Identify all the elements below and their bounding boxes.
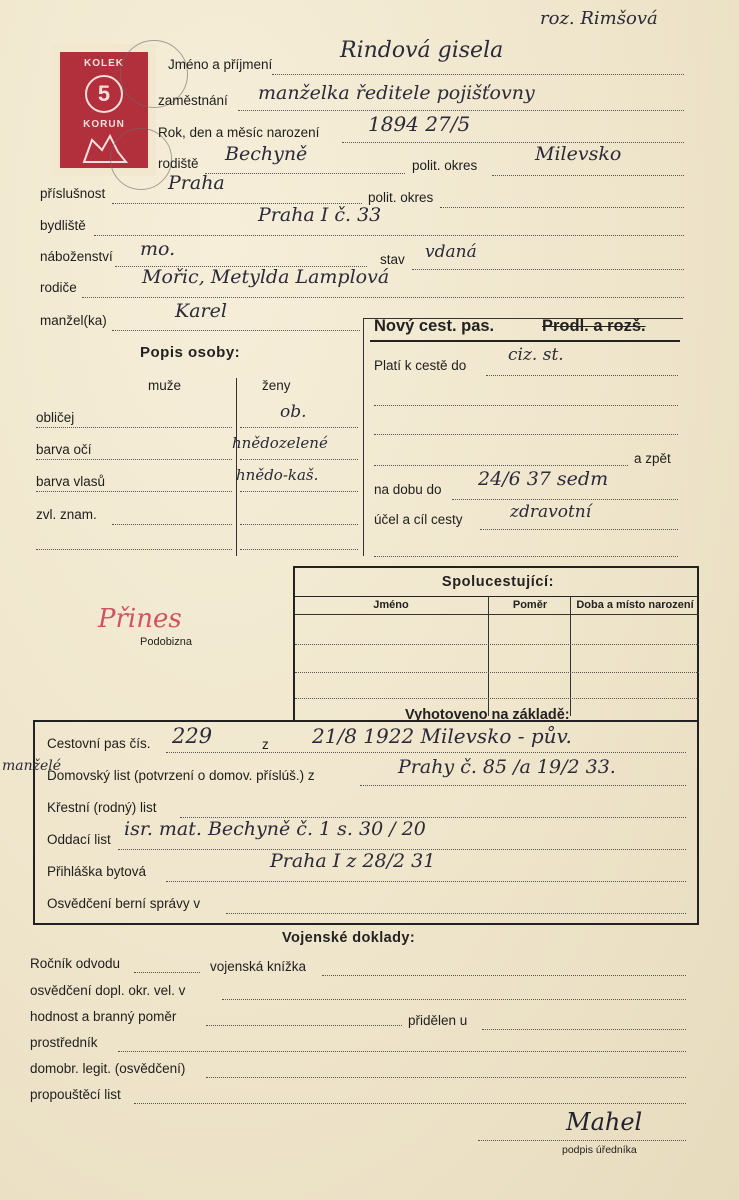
face-female-line <box>240 427 358 428</box>
status-line <box>412 269 684 270</box>
stamp-value: 5 <box>85 75 123 113</box>
marks-female-line <box>240 524 358 525</box>
birth-label: Rok, den a měsíc narození <box>158 125 320 140</box>
book-label: vojenská knížka <box>210 959 307 974</box>
marriage-label: Oddací list <box>47 832 111 847</box>
belonging-value: Praha <box>168 172 225 194</box>
eyes-label: barva očí <box>36 442 92 457</box>
assigned-line <box>482 1029 686 1030</box>
rank-label: hodnost a branný poměr <box>30 1009 177 1024</box>
top-handwritten-note: roz. Rimšová <box>540 8 658 29</box>
district2-line <box>440 207 684 208</box>
hair-male-line <box>36 491 232 492</box>
district1-value: Milevsko <box>535 143 622 165</box>
companions-header-rule <box>295 614 699 615</box>
signature-line <box>478 1140 686 1141</box>
housing-label: Přihláška bytová <box>47 864 147 879</box>
marks-extra-line-2 <box>240 549 358 550</box>
marriage-value: isr. mat. Bechyně č. 1 s. 30 / 20 <box>124 818 426 840</box>
tax-line <box>226 913 686 914</box>
companions-rule <box>295 596 699 597</box>
religion-value: mo. <box>140 238 176 260</box>
discharge-line <box>134 1103 686 1104</box>
residence-label: bydliště <box>40 218 86 233</box>
passport-date-value: 21/8 1922 Milevsko - pův. <box>312 724 572 748</box>
signature-label: podpis úředníka <box>562 1144 637 1156</box>
birthplace-line <box>205 173 405 174</box>
period-label: na dobu do <box>374 482 442 497</box>
purpose-line-2 <box>374 556 678 557</box>
assigned-label: přidělen u <box>408 1013 468 1028</box>
col-relation: Poměr <box>512 599 548 611</box>
new-passport-title: Nový cest. pas. <box>374 317 495 335</box>
job-line <box>238 110 684 111</box>
description-title: Popis osoby: <box>140 344 241 361</box>
status-value: vdaná <box>425 242 477 262</box>
domicile-line <box>360 785 686 786</box>
return-label: a zpět <box>634 451 671 466</box>
birthplace-value: Bechyně <box>225 143 308 165</box>
housing-value: Praha I z 28/2 31 <box>270 850 436 872</box>
hair-label: barva vlasů <box>36 474 106 489</box>
section-divider <box>363 318 364 556</box>
companions-row-2 <box>295 672 699 673</box>
basis-box-notch <box>33 720 295 722</box>
legion-line <box>206 1077 686 1078</box>
purpose-value: zdravotní <box>510 502 592 522</box>
religion-label: náboženství <box>40 249 113 264</box>
eyes-value: hnědozelené <box>232 434 328 452</box>
military-title: Vojenské doklady: <box>282 930 416 946</box>
belonging-label: příslušnost <box>40 186 106 201</box>
middleman-label: prostředník <box>30 1035 98 1050</box>
district2-label: polit. okres <box>368 190 434 205</box>
companions-table <box>293 566 699 720</box>
passport-z: z <box>262 737 269 752</box>
legion-label: domobr. legit. (osvědčení) <box>30 1061 186 1076</box>
rank-line <box>206 1025 402 1026</box>
col-female-label: ženy <box>262 378 291 393</box>
companions-row-3 <box>295 698 699 699</box>
job-value: manželka ředitele pojišťovny <box>258 82 535 104</box>
birth-line <box>342 142 684 143</box>
col-name: Jméno <box>373 599 409 611</box>
companions-title: Spolucestující: <box>441 574 555 590</box>
discharge-label: propouštěcí list <box>30 1087 121 1102</box>
tax-label: Osvědčení berní správy v <box>47 896 201 911</box>
cert-label: osvědčení dopl. okr. vel. v <box>30 983 186 998</box>
marks-extra-line <box>36 549 232 550</box>
parents-value: Mořic, Metylda Lamplová <box>142 266 390 288</box>
stamp-word-top: KOLEK <box>84 58 124 69</box>
renewal-title: Prodl. a rozš. <box>542 317 646 335</box>
parents-label: rodiče <box>40 280 77 295</box>
year-label: Ročník odvodu <box>30 956 121 971</box>
return-line <box>374 465 628 466</box>
cert-line <box>222 999 686 1000</box>
valid-label: Platí k cestě do <box>374 358 467 373</box>
passport-title-underline <box>370 340 680 342</box>
birth-value: 1894 27/5 <box>368 112 471 136</box>
spouse-label: manžel(ka) <box>40 313 107 328</box>
official-signature: Mahel <box>566 1108 643 1136</box>
job-label: zaměstnání <box>158 93 228 108</box>
marks-male-line <box>112 524 232 525</box>
passport-number-line <box>166 752 686 753</box>
middleman-line <box>118 1051 686 1052</box>
passport-number-label: Cestovní pas čís. <box>47 736 151 751</box>
stamp-word-bottom: KORUN <box>83 119 125 130</box>
valid-line <box>486 375 678 376</box>
hair-value: hnědo-kaš. <box>236 466 319 484</box>
col-birth: Doba a místo narození <box>576 599 694 611</box>
year-line <box>134 972 200 973</box>
domicile-value: Prahy č. 85 /a 19/2 33. <box>398 756 616 778</box>
face-male-line <box>36 427 232 428</box>
book-line <box>322 975 686 976</box>
baptism-label: Křestní (rodný) list <box>47 800 157 815</box>
marks-label: zvl. znam. <box>36 507 97 522</box>
valid-value: ciz. st. <box>508 345 564 365</box>
spouse-line <box>112 330 360 331</box>
purpose-label: účel a cíl cesty <box>374 512 463 527</box>
status-label: stav <box>380 252 405 267</box>
passport-number-value: 229 <box>172 724 213 748</box>
likeness-value: Přines <box>98 604 182 634</box>
name-value: Rindová gisela <box>340 38 504 63</box>
eyes-female-line <box>240 459 358 460</box>
eyes-male-line <box>36 459 232 460</box>
likeness-label: Podobizna <box>140 636 192 648</box>
residence-line <box>94 235 684 236</box>
valid-line-2 <box>374 405 678 406</box>
district1-label: polit. okres <box>412 158 478 173</box>
residence-value: Praha I č. 33 <box>258 204 382 226</box>
parents-line <box>82 297 684 298</box>
valid-line-3 <box>374 434 678 435</box>
birthplace-label: rodiště <box>158 156 199 171</box>
period-line <box>452 499 678 500</box>
col-male-label: muže <box>148 378 182 393</box>
face-value: ob. <box>280 402 307 422</box>
period-value: 24/6 37 sedm <box>478 468 609 490</box>
housing-line <box>166 881 686 882</box>
basis-side-note: manželé <box>2 758 62 774</box>
face-label: obličej <box>36 410 75 425</box>
district1-line <box>492 175 684 176</box>
spouse-value: Karel <box>175 300 227 322</box>
name-label: Jméno a příjmení <box>168 57 273 72</box>
purpose-line <box>480 529 678 530</box>
domicile-label: Domovský list (potvrzení o domov. příslúš.) z <box>47 768 315 783</box>
hair-female-line <box>240 491 358 492</box>
companions-row-1 <box>295 644 699 645</box>
basis-title: Vyhotoveno na základě: <box>405 707 570 723</box>
name-line <box>272 74 684 75</box>
